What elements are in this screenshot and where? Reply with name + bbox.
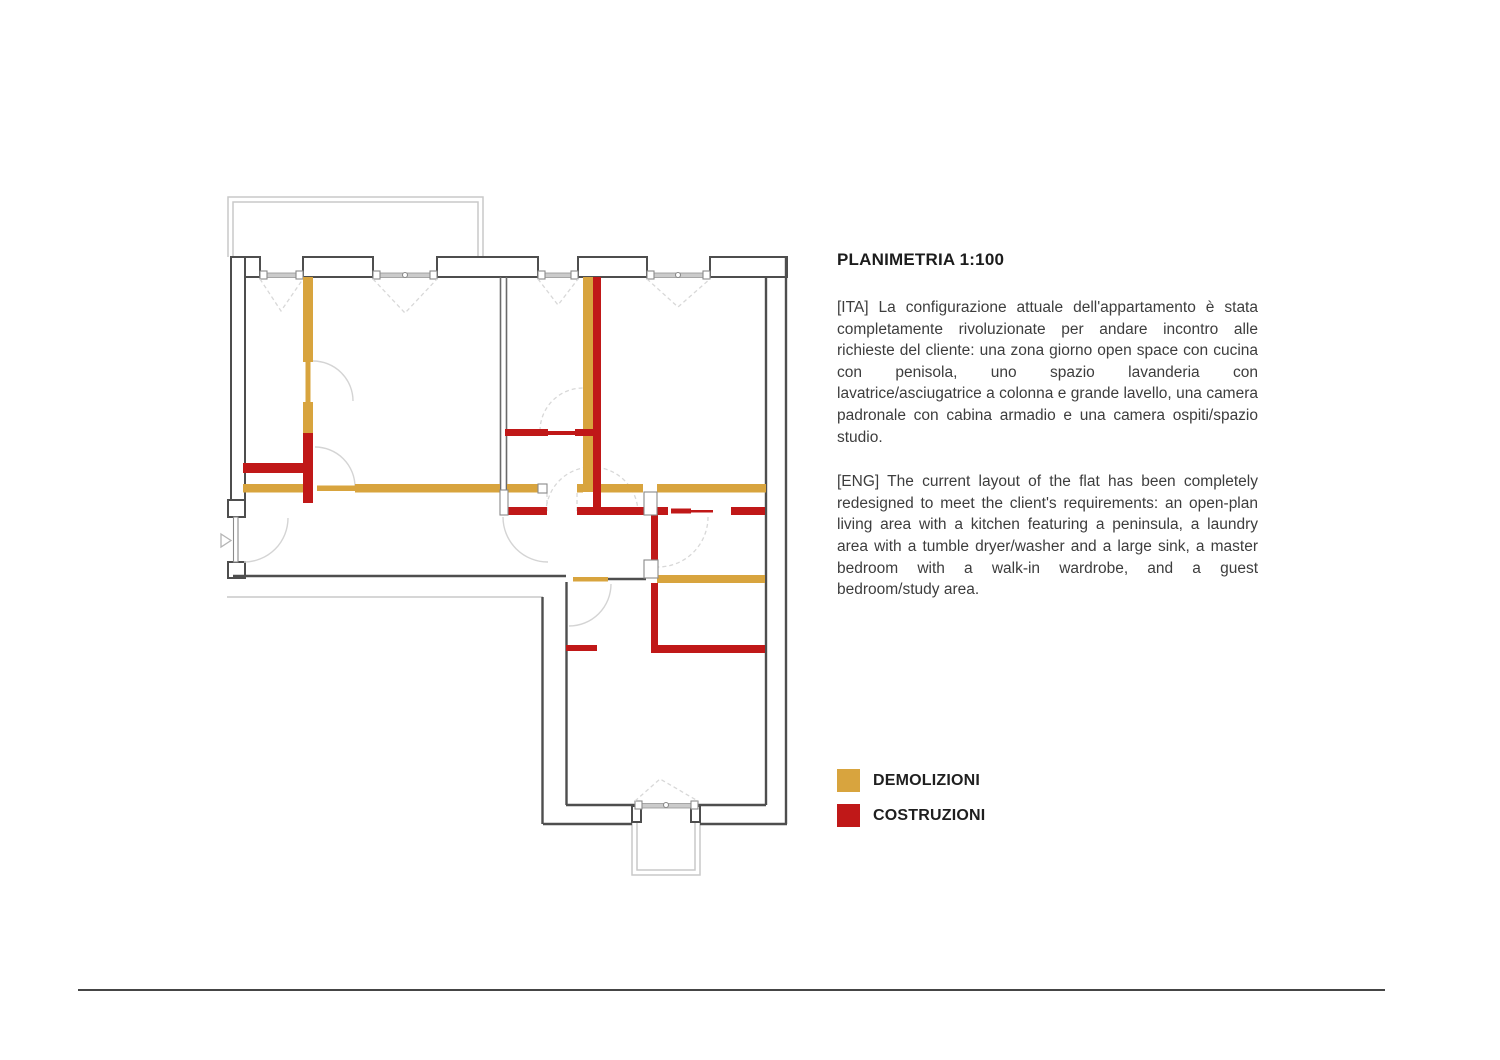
page-title: PLANIMETRIA 1:100	[837, 250, 1005, 269]
legend-item-demolitions	[837, 769, 985, 792]
demolition-swatch-icon	[837, 769, 860, 792]
windows	[260, 271, 710, 809]
legend	[837, 769, 985, 839]
balcony-bottom	[632, 823, 700, 875]
wall-caps	[500, 484, 658, 578]
paragraph-italian: [ITA] La configurazione attuale dell'appartamento è stata completamente rivoluzionate per andare incontro alle richieste del cliente: una zona giorno open space con cucina con penisola, uno spazio lavanderia con lavatrice/asciugatrice a colonna e grande lavello, una camera padronale con cabina armadio e una camera ospiti/spazio studio.	[837, 299, 1258, 446]
footer-rule	[78, 989, 1385, 991]
legend-label: COSTRUZIONI	[873, 806, 986, 824]
balcony-top	[228, 197, 483, 257]
legend-item-constructions	[837, 804, 985, 827]
construction-swatch-icon	[837, 804, 860, 827]
paragraph-english: [ENG] The current layout of the flat has been completely redesigned to meet the client's requirements: an open-plan living area with a kitchen featuring a peninsula, a laundry area with a tumble dryer/washer and a large sink, a master bedroom with a walk-in wardrobe, and a guest bedroom/study area.	[837, 473, 1258, 599]
entrance-arrow-icon	[221, 534, 231, 547]
legend-label: DEMOLIZIONI	[873, 771, 981, 789]
demolition-lines	[243, 277, 766, 583]
description-panel	[837, 250, 1258, 624]
